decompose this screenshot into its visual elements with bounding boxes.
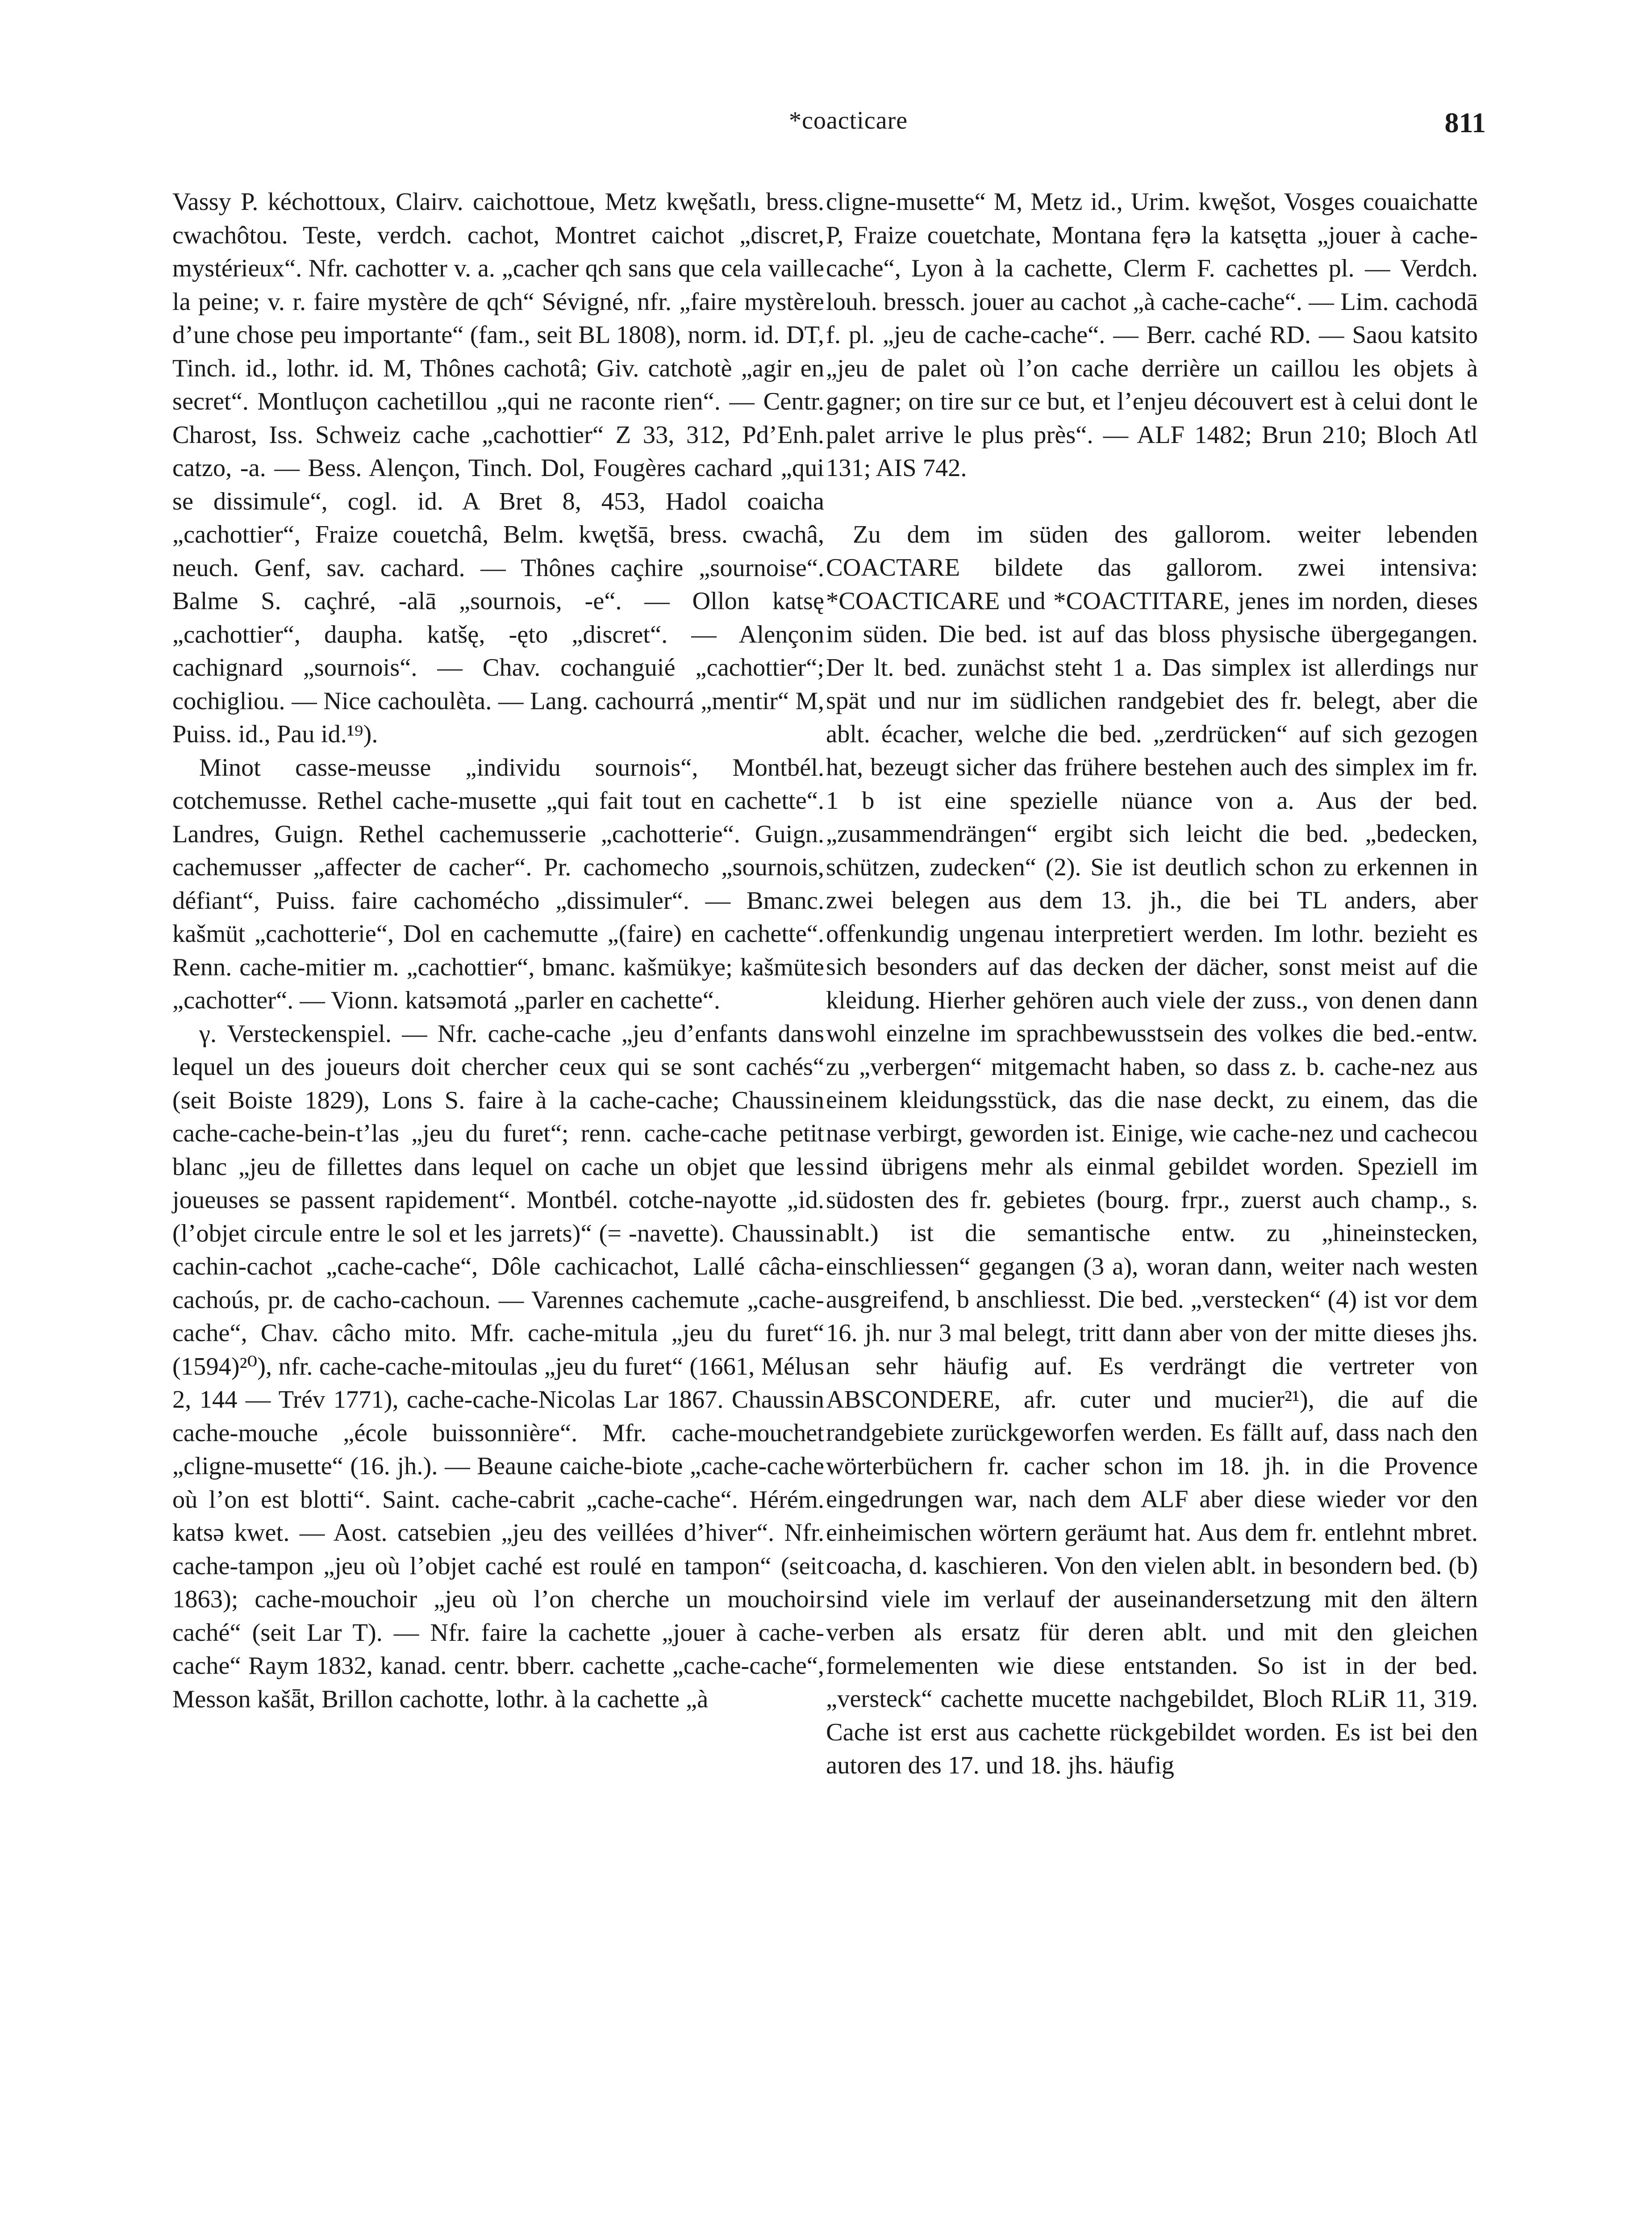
left-paragraph-2: Minot casse-meusse „individu sournois“, Montbél. cotchemusse. Rethel cache-musette „qui fait tout en cachette“. Landres, Guign. Rethel cachemusserie „cachotterie“. Guign. cachemusser „affecter de cacher“. Pr. cachomecho „sournois, défiant“, Puiss. faire cachomécho „dissimuler“. — Bmanc. kašmüt „cachotterie“, Dol en cachemutte „(faire) en cachette“. Renn. cache-mitier m. „cachottier“, bmanc. kašmükye; kašmüte „cachotter“. — Vionn. katsəmotá „parler en cachette“. xyxy=(172,753,824,1014)
running-head: *coacticare xyxy=(789,107,908,134)
left-column xyxy=(172,185,824,1716)
page-number: 811 xyxy=(1444,107,1486,138)
left-paragraph-3: γ. Versteckenspiel. — Nfr. cache-cache „jeu d’enfants dans lequel un des joueurs doit chercher ceux qui se sont cachés“ (seit Boiste 1829), Lons S. faire à la cache-cache; Chaussin cache-cache-bein-t’las „jeu du furet“; renn. cache-cache petit blanc „jeu de fillettes dans lequel on cache un objet que les joueuses se passent rapidement“. Montbél. cotche-nayotte „id. (l’objet circule entre le sol et les jarrets)“ (= -navette). Chaussin cachin-cachot „cache-cache“, Dôle cachicachot, Lallé câcha-cachoús, pr. de cacho-cachoun. — Varennes cachemute „cache-cache“, Chav. câcho mito. Mfr. cache-mitula „jeu du furet“ (1594)²⁰), nfr. cache-cache-mitoulas „jeu du furet“ (1661, Mélus 2, 144 — Trév 1771), cache-cache-Nicolas Lar 1867. Chaussin cache-mouche „école buissonnière“. Mfr. cache-mouchet „cligne-musette“ (16. jh.). — Beaune caiche-biote „cache-cache où l’on est blotti“. Saint. cache-cabrit „cache-cache“. Hérém. katsə kwet. — Aost. catsebien „jeu des veillées d’hiver“. Nfr. cache-tampon „jeu où l’objet caché est roulé en tampon“ (seit 1863); cache-mouchoir „jeu où l’on cherche un mouchoir caché“ (seit Lar T). — Nfr. faire la cachette „jouer à cache-cache“ Raym 1832, kanad. centr. bberr. cachette „cache-cache“, Messon kašǟt, Brillon cachotte, lothr. à la cachette „à xyxy=(172,1020,824,1713)
right-paragraph-1: cligne-musette“ M, Metz id., Urim. kwęšot, Vosges couaichatte P, Fraize couetchate, Montana fęrə la katsętta „jouer à cache-cache“, Lyon à la cachette, Clerm F. cachettes pl. — Verdch. louh. bressch. jouer au cachot „à cache-cache“. — Lim. cachodā f. pl. „jeu de cache-cache“. — Berr. caché RD. — Saou katsito „jeu de palet où l’on cache derrière un caillou les objets à gagner; on tire sur ce but, et l’enjeu découvert est à celui dont le palet arrive le plus près“. — ALF 1482; Brun 210; Bloch Atl 131; AIS 742. xyxy=(826,188,1478,482)
paragraph-gap xyxy=(826,485,1478,518)
right-paragraph-2: Zu dem im süden des gallorom. weiter lebenden COACTARE bildete das gallorom. zwei intensiva: *COACTICARE und *COACTITARE, jenes im norden, dieses im süden. Die bed. ist auf das bloss physische übergegangen. Der lt. bed. zunächst steht 1 a. Das simplex ist allerdings nur spät und nur im südlichen randgebiet des fr. belegt, aber die ablt. écacher, welche die bed. „zerdrücken“ auf sich gezogen hat, bezeugt sicher das frühere bestehen auch des simplex im fr. 1 b ist eine spezielle nüance von a. Aus der bed. „zusammendrängen“ ergibt sich leicht die bed. „bedecken, schützen, zudecken“ (2). Sie ist deutlich schon zu erkennen in zwei belegen aus dem 13. jh., die bei TL anders, aber offenkundig ungenau interpretiert werden. Im lothr. bezieht es sich besonders auf das decken der dächer, sonst meist auf die kleidung. Hierher gehören auch viele der zuss., von denen dann wohl einzelne im sprachbewusstsein des volkes die bed.-entw. zu „verbergen“ mitgemacht haben, so dass z. b. cache-nez aus einem kleidungsstück, das die nase deckt, zu einem, das die nase verbirgt, geworden ist. Einige, wie cache-nez und cachecou sind übrigens mehr als einmal gebildet worden. Speziell im südosten des fr. gebietes (bourg. frpr., zuerst auch champ., s. ablt.) ist die semantische entw. zu „hineinstecken, einschliessen“ gegangen (3 a), woran dann, weiter nach westen ausgreifend, b anschliesst. Die bed. „verstecken“ (4) ist vor dem 16. jh. nur 3 mal belegt, tritt dann aber von der mitte dieses jhs. an sehr häufig auf. Es verdrängt die vertreter von ABSCONDERE, afr. cuter und mucier²¹), die auf die randgebiete zurückgeworfen werden. Es fällt auf, dass nach den wörterbüchern fr. cacher schon im 18. jh. in die Provence eingedrungen war, nach dem ALF aber diese wieder vor den einheimischen wörtern geräumt hat. Aus dem fr. entlehnt mbret. coacha, d. kaschieren. Von den vielen ablt. in besondern bed. (b) sind viele im verlauf der auseinandersetzung mit den ältern verben als ersatz für deren ablt. und mit den gleichen formelementen wie diese entstanden. So ist in der bed. „versteck“ cachette mucette nachgebildet, Bloch RLiR 11, 319. Cache ist erst aus cachette rückgebildet worden. Es ist bei den autoren des 17. und 18. jhs. häufig xyxy=(826,520,1478,1779)
left-paragraph-1: Vassy P. kéchottoux, Clairv. caichottoue, Metz kwęšatlı, bress. cwachôtou. Teste, verdch. cachot, Montret caichot „discret, mystérieux“. Nfr. cachotter v. a. „cacher qch sans que cela vaille la peine; v. r. faire mystère de qch“ Sévigné, nfr. „faire mystère d’une chose peu importante“ (fam., seit BL 1808), norm. id. DT, Tinch. id., lothr. id. M, Thônes cachotâ; Giv. catchotè „agir en secret“. Montluçon cachetillou „qui ne raconte rien“. — Centr. Charost, Iss. Schweiz cache „cachottier“ Z 33, 312, Pd’Enh. catzo, -a. — Bess. Alençon, Tinch. Dol, Fougères cachard „qui se dissimule“, cogl. id. A Bret 8, 453, Hadol coaicha „cachottier“, Fraize couetchâ, Belm. kwętšā, bress. cwachâ, neuch. Genf, sav. cachard. — Thônes caçhire „sournoise“. Balme S. caçhré, -alā „sournois, -e“. — Ollon katsę „cachottier“, daupha. katšę, -ęto „discret“. — Alençon cachignard „sournois“. — Chav. cochanguié „cachottier“; cochigliou. — Nice cachoulèta. — Lang. cachourrá „mentir“ M, Puiss. id., Pau id.¹⁹). xyxy=(172,188,824,748)
right-column xyxy=(826,185,1478,1782)
